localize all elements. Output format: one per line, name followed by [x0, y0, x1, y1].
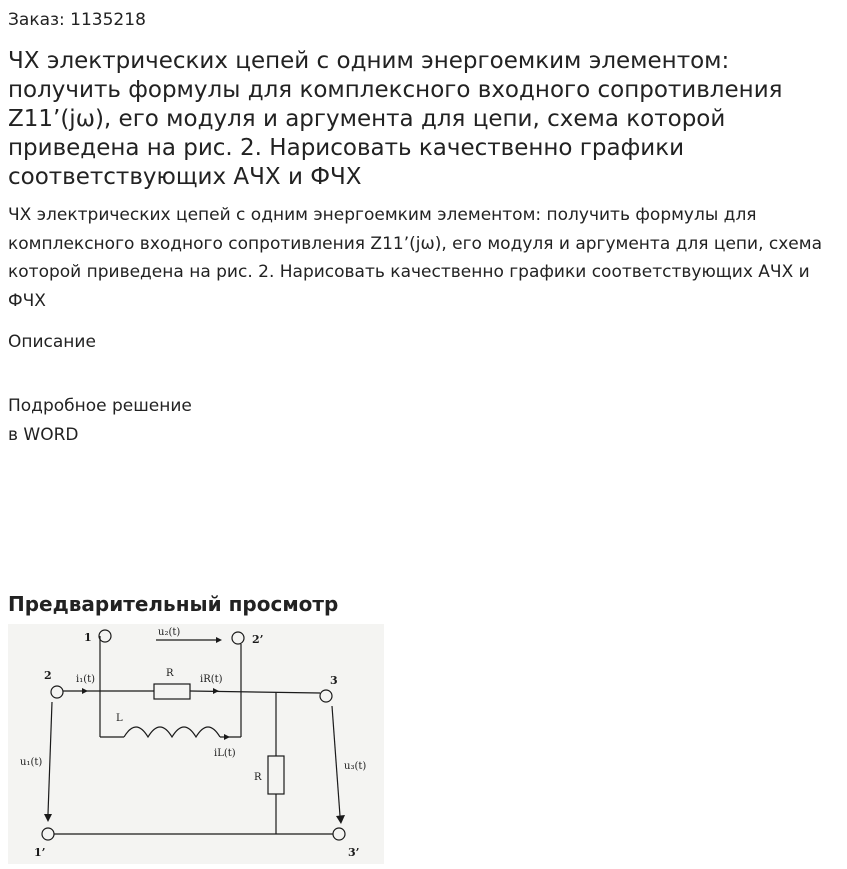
terminal-2: [99, 630, 111, 642]
terminal-3-prime: [333, 828, 345, 840]
node-label-2: 1: [84, 631, 92, 644]
description-body: [8, 392, 192, 450]
node-label-3-prime: 3’: [348, 846, 360, 859]
u1-arrow-line: [48, 702, 52, 814]
i1-label: i₁(t): [76, 674, 96, 685]
task-summary: ЧХ электрических цепей с одним энергоемким элементом: получить формулы для комплексного входного сопротивления Z11’(jω), его модуля и аргумента для цепи, схема которой приведена на рис. 2. Нарисовать качественно графики соответствующих АЧХ и ФЧХ: [8, 205, 823, 311]
wire-top-right: [190, 691, 320, 693]
order-number: Заказ: 1135218: [8, 10, 146, 30]
terminal-1-prime: [42, 828, 54, 840]
iR-arrowhead: [213, 688, 219, 694]
node-label-1: 2: [44, 669, 52, 682]
preview-heading: Предварительный просмотр: [8, 592, 339, 616]
resistor-top: [154, 684, 190, 699]
u3-label: u₃(t): [344, 761, 367, 772]
i1-arrowhead: [82, 688, 88, 694]
terminal-3: [320, 690, 332, 702]
iL-arrowhead: [224, 734, 230, 740]
page-title: ЧХ электрических цепей с одним энергоемким элементом: получить формулы для комплексного входного сопротивления Z11’(jω), его модуля и аргумента для цепи, схема которой приведена на рис. 2. Нарисовать качественно графики соответствующих АЧХ и ФЧХ: [8, 48, 783, 190]
u3-arrowhead: [336, 815, 345, 824]
description-heading: Описание: [8, 332, 96, 352]
inductor-label: L: [116, 713, 123, 724]
resistor-top-label: R: [166, 668, 174, 679]
u1-label: u₁(t): [20, 757, 43, 768]
node-label-2-prime: 2’: [252, 633, 264, 646]
circuit-diagram-image: [8, 624, 384, 864]
node-label-1-prime: 1’: [34, 846, 46, 859]
description-line: Подробное решение: [8, 396, 192, 416]
iR-label: iR(t): [200, 674, 223, 685]
terminal-1: [51, 686, 63, 698]
u3-arrow-line: [332, 706, 340, 816]
terminal-2-prime: [232, 632, 244, 644]
node-label-3: 3: [330, 674, 338, 687]
inductor-coil: [124, 727, 220, 737]
u2-label: u₂(t): [158, 627, 181, 638]
u2-arrowhead: [216, 637, 222, 643]
iL-label: iL(t): [214, 748, 236, 759]
u1-arrowhead: [44, 814, 52, 822]
description-line: в WORD: [8, 425, 79, 445]
resistor-shunt: [268, 756, 284, 794]
resistor-shunt-label: R: [254, 772, 262, 783]
circuit-diagram: [8, 624, 384, 864]
